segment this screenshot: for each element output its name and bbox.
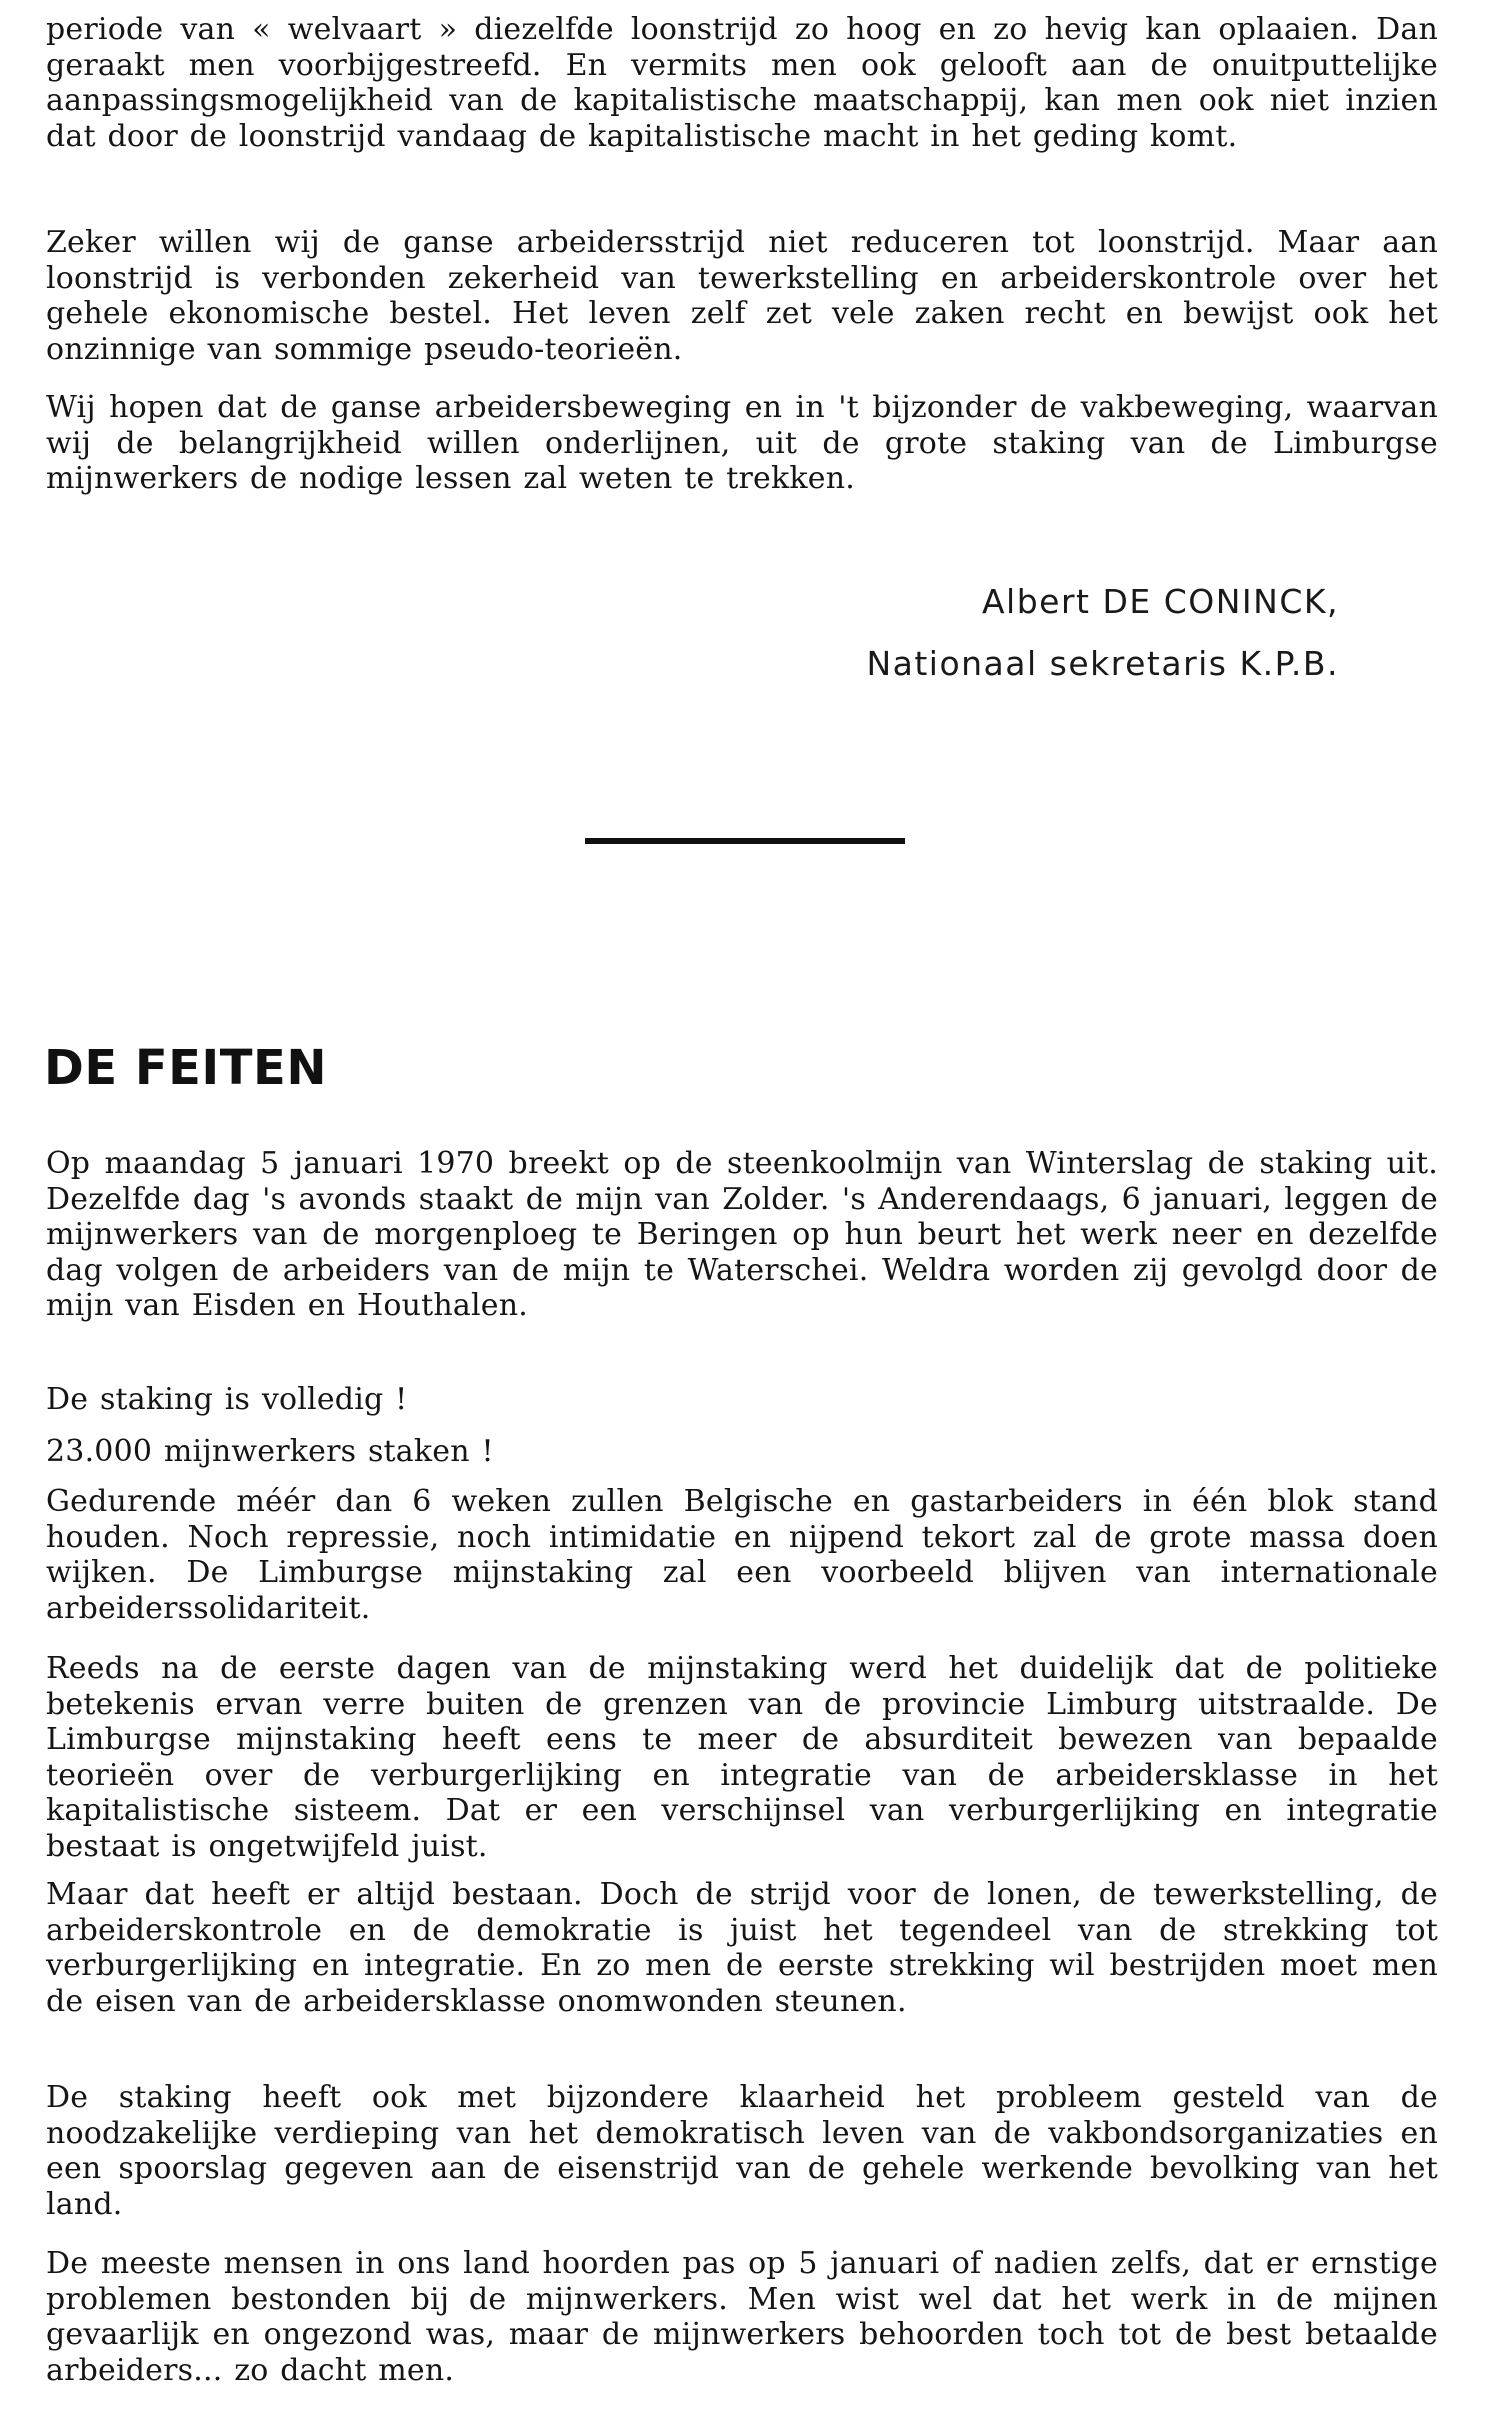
section-paragraph-8: De meeste mensen in ons land hoorden pas op 5 januari of nadien zelfs, dat er ernstige problemen bestonden bij de mijnwerkers. Men wist wel dat het werk in de mijnen gevaarlijk en ongezond was, maar de mijnwerkers behoorden toch tot de best betaalde arbeiders... zo dacht men. [46,2246,1438,2388]
section-paragraph-3: 23.000 mijnwerkers staken ! [46,1434,494,1469]
section-paragraph-4: Gedurende méér dan 6 weken zullen Belgische en gastarbeiders in één blok stand houden. Noch repressie, noch intimidatie en nijpend tekort zal de grote massa doen wijken. De Limburgse mijnstaking zal een voorbeeld blijven van internationale arbeiderssolidariteit. [46,1484,1438,1626]
signature-title: Nationaal sekretaris K.P.B. [866,644,1339,683]
article-paragraph-2: Zeker willen wij de ganse arbeidersstrijd niet reduceren tot loonstrijd. Maar aan loonstrijd is verbonden zekerheid van tewerkstelling en arbeiderskontrole over het gehele ekonomische bestel. Het leven zelf zet vele zaken recht en bewijst ook het onzinnige van sommige pseudo-teorieën. [46,225,1438,367]
section-paragraph-5: Reeds na de eerste dagen van de mijnstaking werd het duidelijk dat de politieke betekenis ervan verre buiten de grenzen van de provincie Limburg uitstraalde. De Limburgse mijnstaking heeft eens te meer de absurditeit bewezen van bepaalde teorieën over de verburgerlijking en integratie van de arbeidersklasse in het kapitalistische sisteem. Dat er een verschijnsel van verburgerlijking en integratie bestaat is ongetwijfeld juist. [46,1651,1438,1864]
section-paragraph-1: Op maandag 5 januari 1970 breekt op de steenkoolmijn van Winterslag de staking uit. Dezelfde dag 's avonds staakt de mijn van Zolder. 's Anderendaags, 6 januari, leggen de mijnwerkers van de morgenploeg te Beringen op hun beurt het werk neer en dezelfde dag volgen de arbeiders van de mijn te Waterschei. Weldra worden zij gevolgd door de mijn van Eisden en Houthalen. [46,1146,1438,1323]
signature-name: Albert DE CONINCK, [981,582,1339,621]
section-heading: DE FEITEN [44,1040,327,1096]
article-paragraph-3: Wij hopen dat de ganse arbeidersbeweging en in 't bijzonder de vakbeweging, waarvan wij de belangrijkheid willen onderlijnen, uit de grote staking van de Limburgse mijnwerkers de nodige lessen zal weten te trekken. [46,390,1438,496]
section-paragraph-7: De staking heeft ook met bijzondere klaarheid het probleem gesteld van de noodzakelijke verdieping van het demokratisch leven van de vakbondsorganizaties en een spoorslag gegeven aan de eisenstrijd van de gehele werkende bevolking van het land. [46,2080,1438,2222]
article-paragraph-1: periode van « welvaart » diezelfde loonstrijd zo hoog en zo hevig kan oplaaien. Dan geraakt men voorbijgestreefd. En vermits men ook gelooft aan de onuitputtelijke aanpassingsmogelijkheid van de kapitalistische maatschappij, kan men ook niet inzien dat door de loonstrijd vandaag de kapitalistische macht in het geding komt. [46,12,1438,154]
section-paragraph-2: De staking is volledig ! [46,1382,408,1417]
section-paragraph-6: Maar dat heeft er altijd bestaan. Doch de strijd voor de lonen, de tewerkstelling, de arbeiderskontrole en de demokratie is juist het tegendeel van de strekking tot verburgerlijking en integratie. En zo men de eerste strekking wil bestrijden moet men de eisen van de arbeidersklasse onomwonden steunen. [46,1877,1438,2019]
section-divider [585,838,905,844]
